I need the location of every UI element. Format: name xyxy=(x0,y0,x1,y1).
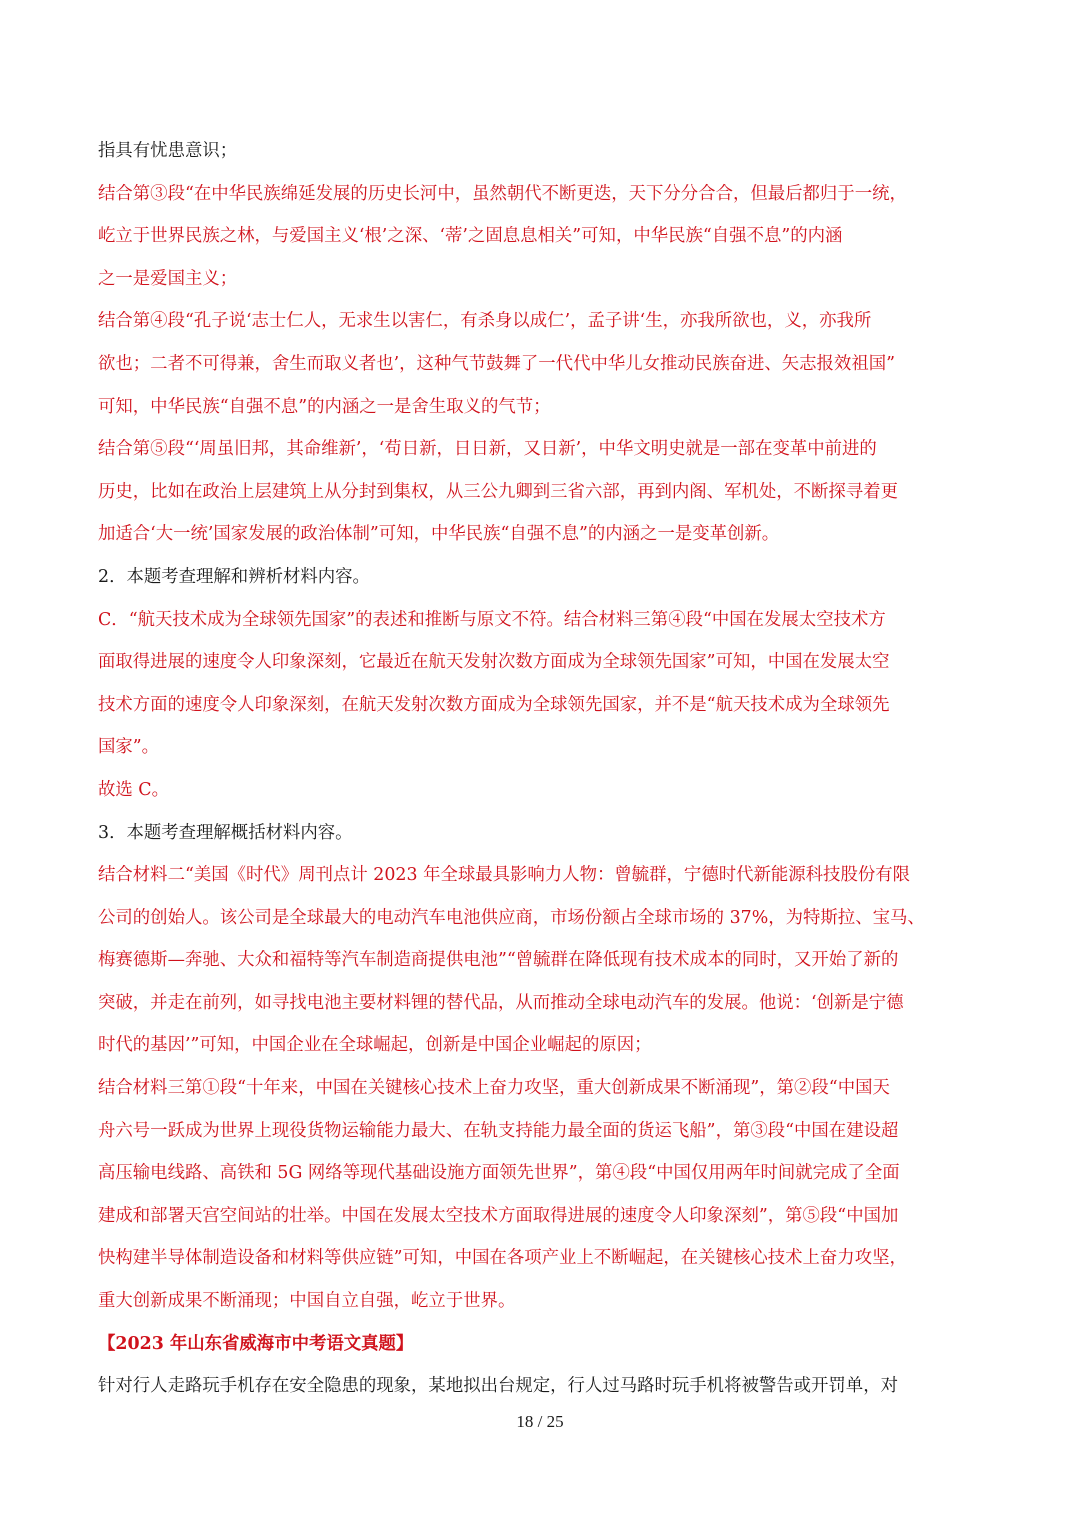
text-line: 舟六号一跃成为世界上现役货物运输能力最大、在轨支持能力最全面的货运飞船”，第③段“中国在建设超 xyxy=(98,1120,899,1141)
page-number: 18 / 25 xyxy=(516,1412,564,1431)
text-line: 国家”。 xyxy=(98,737,160,758)
text-line: 建成和部署天宫空间站的壮举。中国在发展太空技术方面取得进展的速度令人印象深刻”，第⑤段“中国加 xyxy=(98,1205,899,1226)
text-line: 历史，比如在政治上层建筑上从分封到集权，从三公九卿到三省六部，再到内阁、军机处，不断探寻着更 xyxy=(98,481,898,502)
text-line: 快构建半导体制造设备和材料等供应链”可知，中国在各项产业上不断崛起，在关键核心技术上奋力攻坚， xyxy=(98,1248,907,1269)
text-line: 梅赛德斯—奔驰、大众和福特等汽车制造商提供电池”“曾毓群在降低现有技术成本的同时，又开始了新的 xyxy=(98,950,899,971)
text-line: 屹立于世界民族之林，与爱国主义‘根’之深、‘蒂’之固息息相关”可知，中华民族“自强不息”的内涵 xyxy=(98,226,843,247)
text-line: 针对行人走路玩手机存在安全隐患的现象，某地拟出台规定，行人过马路时玩手机将被警告或开罚单，对 xyxy=(98,1376,898,1397)
text-line: 重大创新成果不断涌现；中国自立自强，屹立于世界。 xyxy=(98,1291,516,1312)
document-body xyxy=(98,130,988,1408)
text-line: 3．本题考查理解概括材料内容。 xyxy=(98,822,353,843)
text-line: 结合第③段“在中华民族绵延发展的历史长河中，虽然朝代不断更迭，天下分分合合，但最后都归于一统， xyxy=(98,183,907,204)
text-line: 欲也；二者不可得兼，舍生而取义者也’，这种气节鼓舞了一代代中华儿女推动民族奋进、矢志报效祖国” xyxy=(98,353,896,374)
text-line: 结合第⑤段“‘周虽旧邦，其命维新’，‘苟日新，日日新，又日新’，中华文明史就是一部在变革中前进的 xyxy=(98,439,877,460)
text-line: 结合材料三第①段“十年来，中国在关键核心技术上奋力攻坚，重大创新成果不断涌现”，第②段“中国天 xyxy=(98,1078,890,1099)
text-line: 高压输电线路、高铁和 5G 网络等现代基础设施方面领先世界”，第④段“中国仅用两年时间就完成了全面 xyxy=(98,1163,900,1184)
text-line: 面取得进展的速度令人印象深刻，它最近在航天发射次数方面成为全球领先国家”可知，中国在发展太空 xyxy=(98,652,890,673)
text-line: 时代的基因’”可知，中国企业在全球崛起，创新是中国企业崛起的原因； xyxy=(98,1035,652,1056)
text-line: 故选 C。 xyxy=(98,779,170,800)
text-line: 之一是爱国主义； xyxy=(98,268,238,289)
text-line: 指具有忧患意识； xyxy=(98,141,238,161)
text-line: 可知，中华民族“自强不息”的内涵之一是舍生取义的气节； xyxy=(98,396,551,417)
text-line: 加适合‘大一统’国家发展的政治体制”可知，中华民族“自强不息”的内涵之一是变革创新。 xyxy=(98,524,780,545)
text-line: 结合材料二“美国《时代》周刊点计 2023 年全球最具影响力人物：曾毓群，宁德时代新能源科技股份有限 xyxy=(98,865,911,886)
text-line: 公司的创始人。该公司是全球最大的电动汽车电池供应商，市场份额占全球市场的 37%，为特斯拉、宝马、 xyxy=(98,907,925,928)
text-line: 结合第④段“孔子说‘志士仁人，无求生以害仁，有杀身以成仁’，孟子讲‘生，亦我所欲也，义，亦我所 xyxy=(98,311,872,332)
text-line: 突破，并走在前列，如寻找电池主要材料锂的替代品，从而推动全球电动汽车的发展。他说：‘创新是宁德 xyxy=(98,992,904,1013)
section-heading: 【2023 年山东省威海市中考语文真题】 xyxy=(98,1333,414,1354)
text-line: 2．本题考查理解和辨析材料内容。 xyxy=(98,566,370,587)
text-line: 技术方面的速度令人印象深刻，在航天发射次数方面成为全球领先国家，并不是“航天技术成为全球领先 xyxy=(98,694,890,715)
text-line: C．“航天技术成为全球领先国家”的表述和推断与原文不符。结合材料三第④段“中国在发展太空技术方 xyxy=(98,609,886,630)
